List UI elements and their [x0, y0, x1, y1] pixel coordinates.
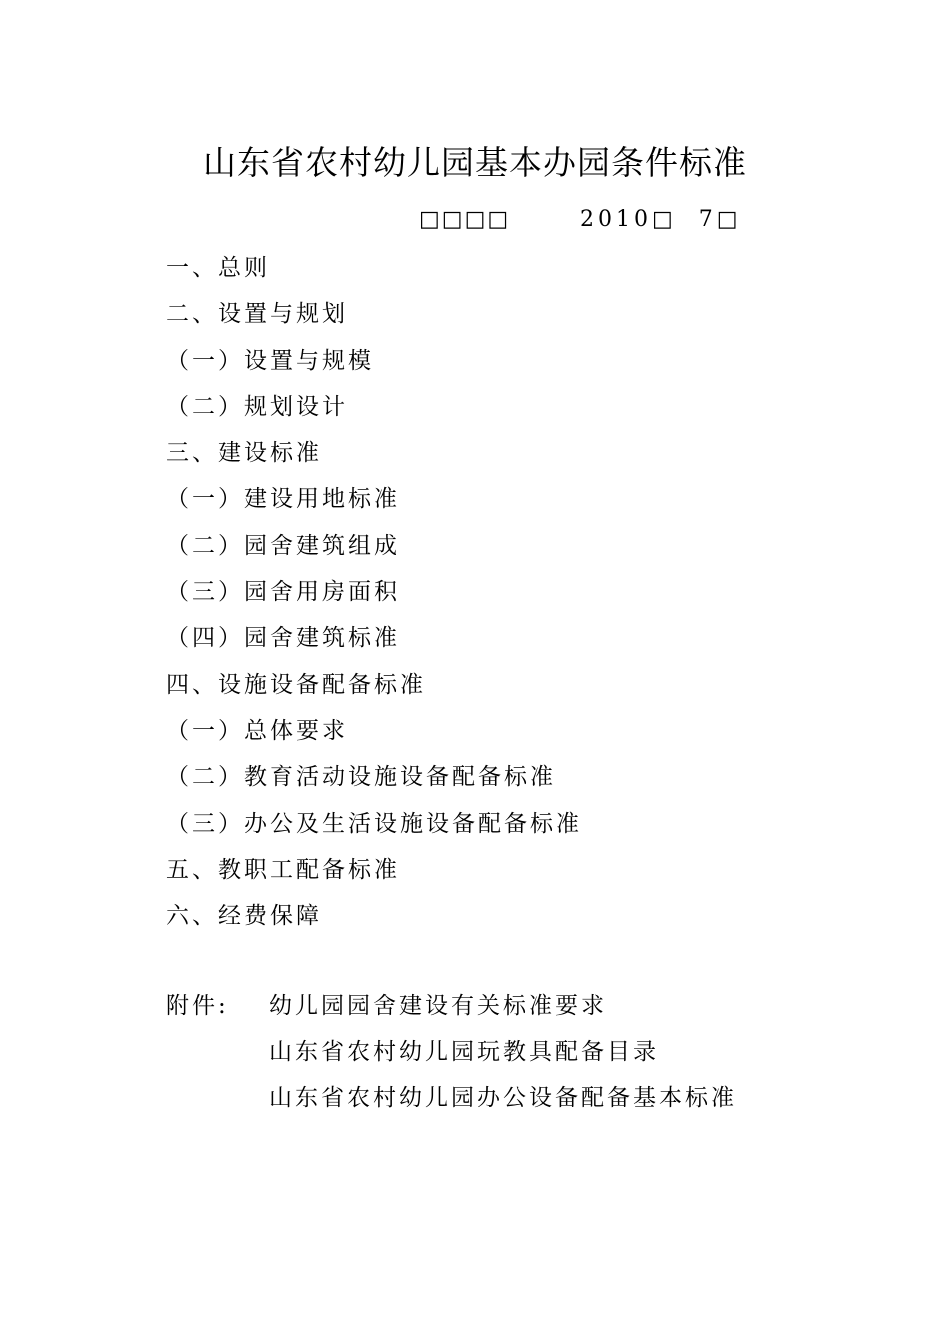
- date-text: 2010□ 7□: [580, 207, 742, 232]
- toc-item-construction-standards: 三、建设标准: [166, 440, 322, 467]
- toc-item-staffing-standard: 五、教职工配备标准: [166, 856, 400, 883]
- toc-item-education-equipment: （二）教育活动设施设备配备标准: [166, 764, 556, 791]
- toc-item-building-composition: （二）园舍建筑组成: [166, 532, 400, 559]
- toc-item-building-standard: （四）园舍建筑标准: [166, 625, 400, 652]
- toc-item-setup-scale: （一）设置与规模: [166, 347, 374, 374]
- toc-item-office-living-equipment: （三）办公及生活设施设备配备标准: [166, 810, 582, 837]
- issuer-text: □□□□: [419, 207, 511, 232]
- document-meta: [0, 204, 950, 236]
- toc-item-land-use-standard: （一）建设用地标准: [166, 486, 400, 513]
- toc-item-setup-planning: 二、设置与规划: [166, 301, 348, 328]
- toc-item-room-area: （三）园舍用房面积: [166, 579, 400, 606]
- attachments-list: [269, 988, 737, 1126]
- attachment-item: 山东省农村幼儿园玩教具配备目录: [269, 1039, 659, 1065]
- toc-item-general: 一、总则: [166, 255, 270, 281]
- document-title: 山东省农村幼儿园基本办园条件标准: [203, 143, 747, 182]
- attachment-item: 山东省农村幼儿园办公设备配备基本标准: [269, 1085, 737, 1111]
- toc-item-general-requirements: （一）总体要求: [166, 717, 348, 744]
- attachment-item: 幼儿园园舍建设有关标准要求: [269, 993, 607, 1019]
- attachments-label: 附件:: [166, 993, 229, 1019]
- toc-item-equipment-standards: 四、设施设备配备标准: [166, 671, 426, 698]
- toc-item-funding: 六、经费保障: [166, 903, 322, 930]
- toc-item-planning-design: （二）规划设计: [166, 393, 348, 420]
- table-of-contents: [166, 250, 582, 944]
